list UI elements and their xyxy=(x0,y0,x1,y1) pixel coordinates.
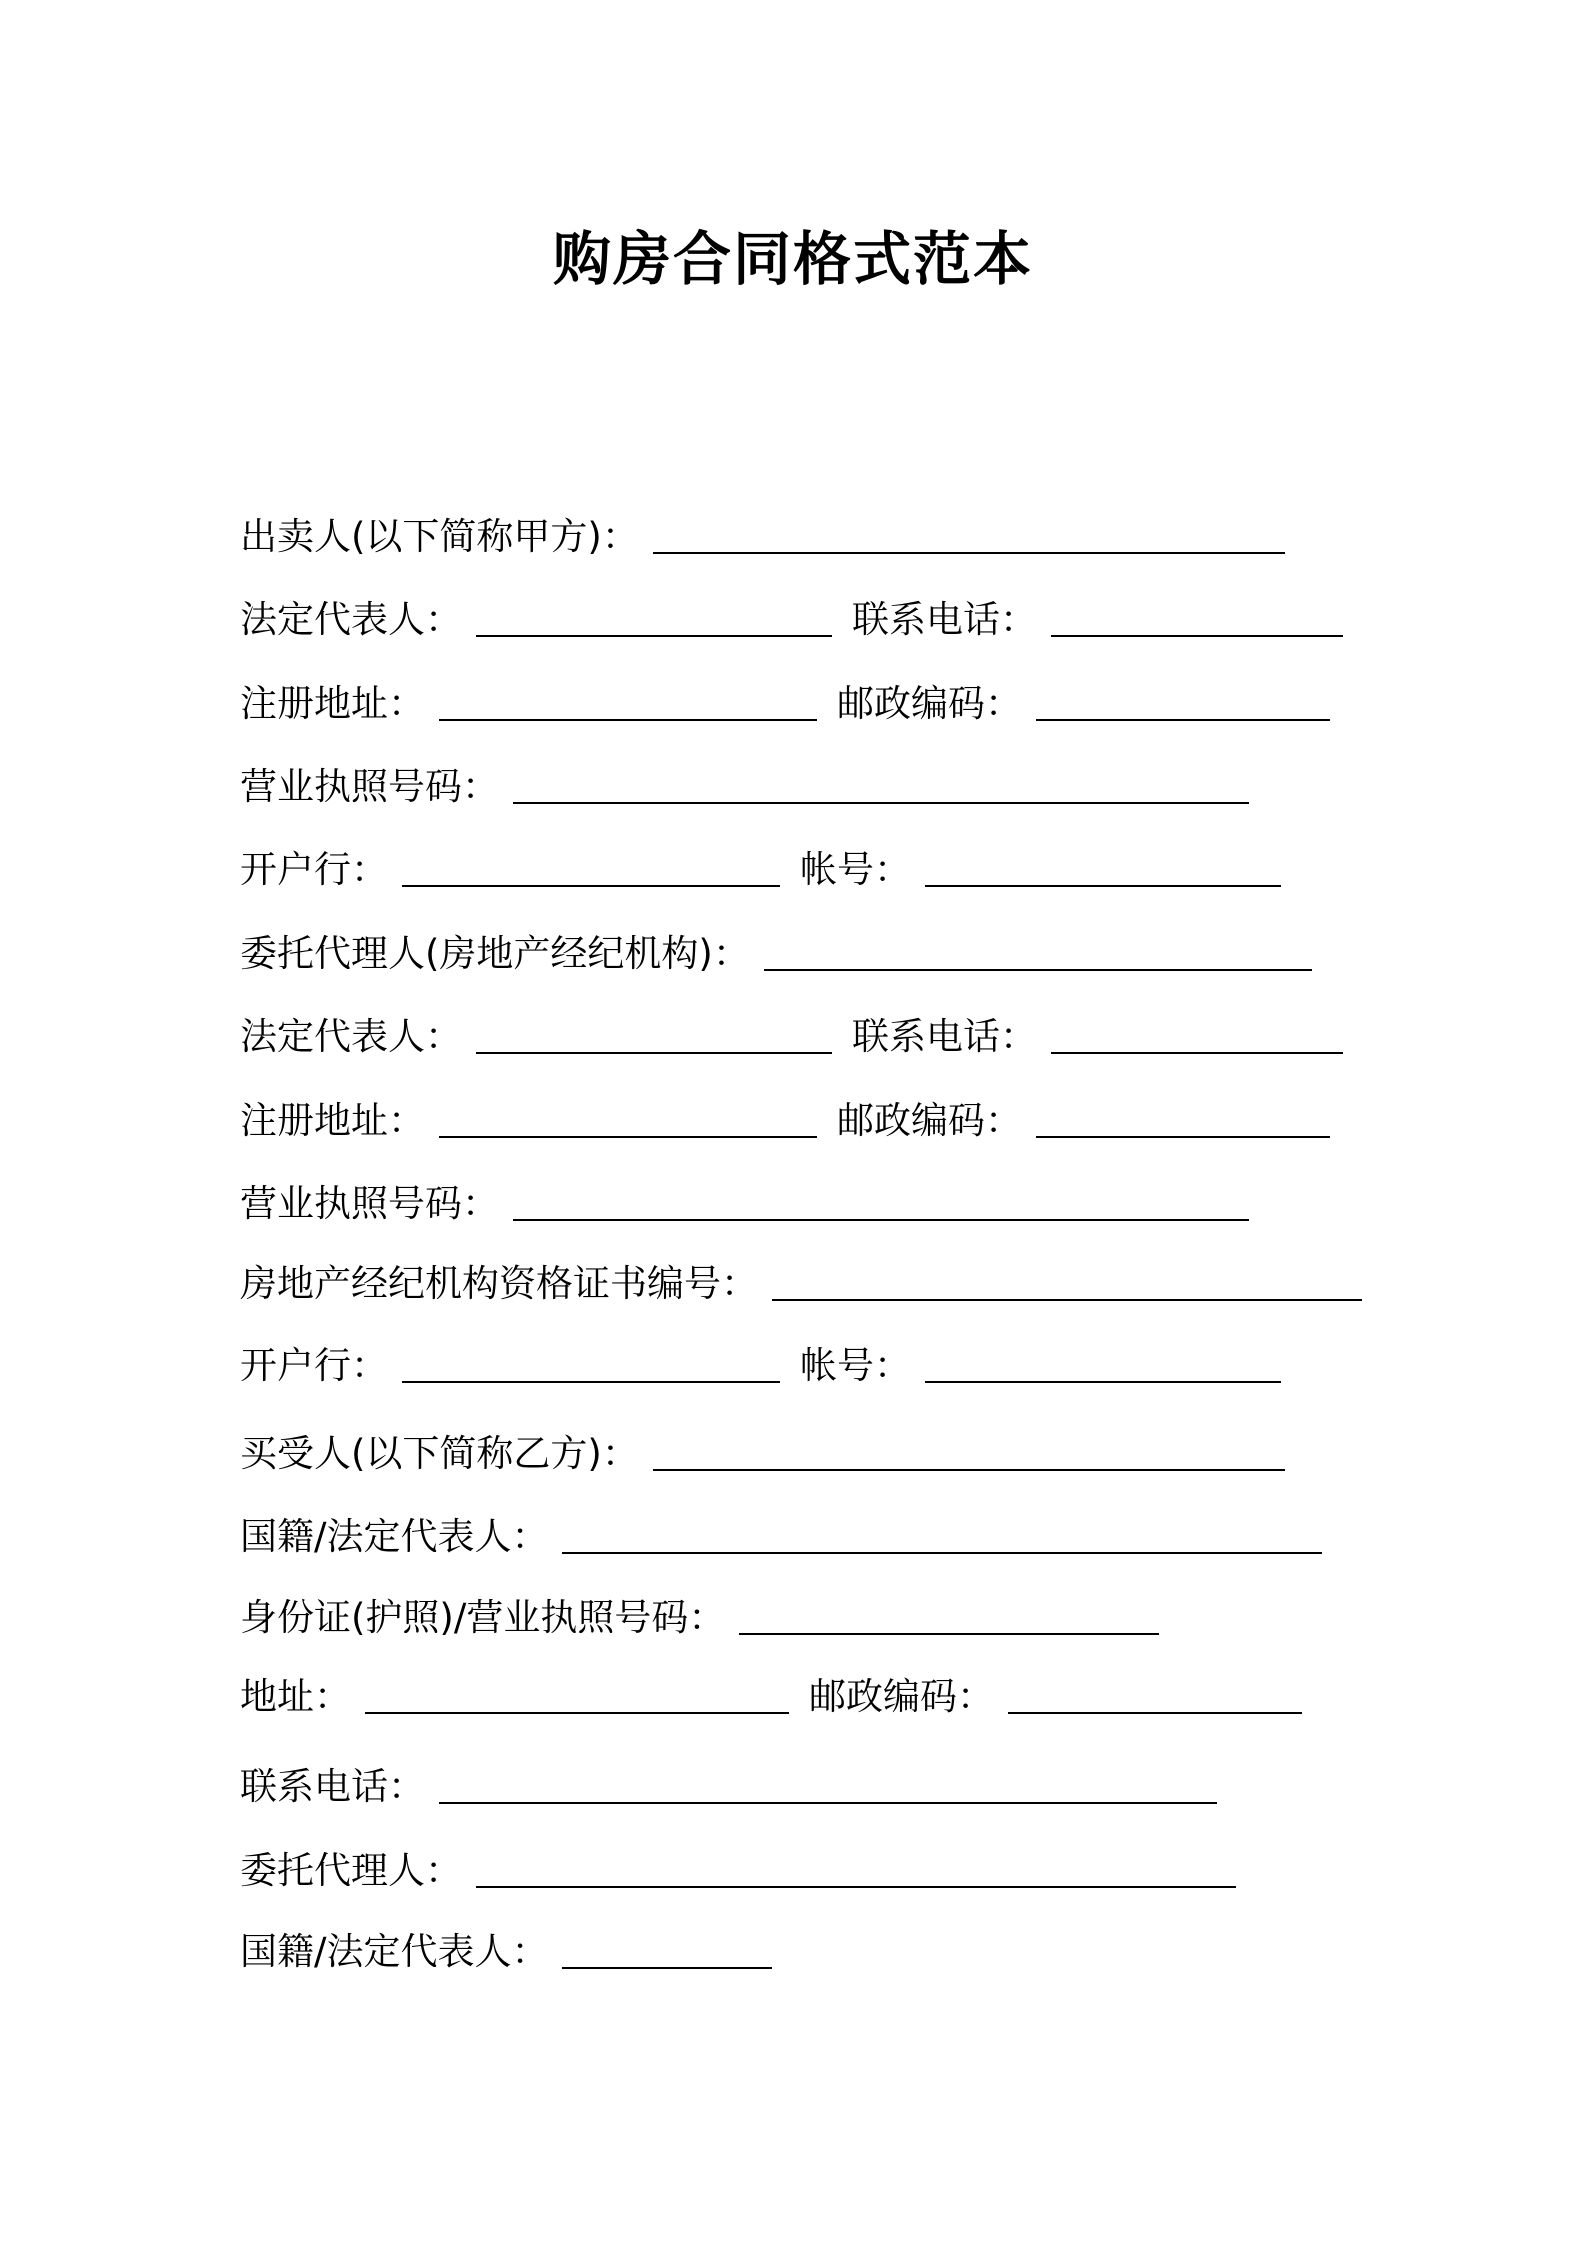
phone-field[interactable] xyxy=(439,1762,1217,1804)
license-label: 营业执照号码： xyxy=(240,765,499,808)
buyer-agent-nationality-row xyxy=(240,1915,772,1975)
phone-field[interactable] xyxy=(1051,595,1343,637)
postcode-label: 邮政编码： xyxy=(837,682,1022,725)
seller-license-row xyxy=(240,750,1249,810)
bank-label: 开户行： xyxy=(240,1344,388,1387)
buyer-address-row xyxy=(240,1660,1302,1720)
buyer-agent-label: 委托代理人： xyxy=(240,1849,462,1892)
seller-address-row xyxy=(240,667,1330,727)
postcode-field[interactable] xyxy=(1036,679,1330,721)
account-field[interactable] xyxy=(925,845,1281,887)
agent-license-row xyxy=(240,1167,1249,1227)
phone-label: 联系电话： xyxy=(852,598,1037,641)
buyer-agent-row xyxy=(240,1834,1236,1894)
account-label: 帐号： xyxy=(800,848,911,891)
address-field[interactable] xyxy=(439,679,817,721)
seller-field[interactable] xyxy=(653,512,1285,554)
phone-label: 联系电话： xyxy=(240,1765,425,1808)
id-label: 身份证(护照)/营业执照号码： xyxy=(240,1596,726,1639)
id-field[interactable] xyxy=(739,1593,1159,1635)
address-label: 地址： xyxy=(240,1675,351,1718)
legal-rep-label: 法定代表人： xyxy=(240,598,462,641)
buyer-agent-field[interactable] xyxy=(476,1846,1236,1888)
postcode-field[interactable] xyxy=(1008,1672,1302,1714)
nationality-label: 国籍/法定代表人： xyxy=(240,1930,549,1973)
legal-rep-label: 法定代表人： xyxy=(240,1015,462,1058)
postcode-label: 邮政编码： xyxy=(809,1675,994,1718)
buyer-id-row xyxy=(240,1581,1159,1641)
license-field[interactable] xyxy=(513,1179,1249,1221)
buyer-nationality-row xyxy=(240,1500,1322,1560)
seller-legal-rep-row xyxy=(240,583,1343,643)
license-label: 营业执照号码： xyxy=(240,1182,499,1225)
agent-label: 委托代理人(房地产经纪机构)： xyxy=(240,932,750,975)
address-label: 注册地址： xyxy=(240,682,425,725)
buyer-field[interactable] xyxy=(653,1429,1285,1471)
nationality-field[interactable] xyxy=(562,1512,1322,1554)
seller-row xyxy=(240,500,1285,560)
phone-label: 联系电话： xyxy=(852,1015,1037,1058)
legal-rep-field[interactable] xyxy=(476,595,832,637)
phone-field[interactable] xyxy=(1051,1012,1343,1054)
agent-address-row xyxy=(240,1084,1330,1144)
agent-certificate-row xyxy=(240,1247,1362,1307)
bank-field[interactable] xyxy=(402,1341,780,1383)
postcode-field[interactable] xyxy=(1036,1096,1330,1138)
address-field[interactable] xyxy=(365,1672,789,1714)
nationality-field[interactable] xyxy=(562,1927,772,1969)
bank-field[interactable] xyxy=(402,845,780,887)
bank-label: 开户行： xyxy=(240,848,388,891)
nationality-label: 国籍/法定代表人： xyxy=(240,1515,549,1558)
buyer-row xyxy=(240,1417,1285,1477)
certificate-field[interactable] xyxy=(772,1259,1362,1301)
license-field[interactable] xyxy=(513,762,1249,804)
seller-label: 出卖人(以下简称甲方)： xyxy=(240,515,639,558)
agent-row xyxy=(240,917,1312,977)
agent-legal-rep-row xyxy=(240,1000,1343,1060)
document-title: 购房合同格式范本 xyxy=(552,225,1033,293)
legal-rep-field[interactable] xyxy=(476,1012,832,1054)
agent-bank-row xyxy=(240,1329,1281,1389)
postcode-label: 邮政编码： xyxy=(837,1099,1022,1142)
account-label: 帐号： xyxy=(800,1344,911,1387)
account-field[interactable] xyxy=(925,1341,1281,1383)
agent-field[interactable] xyxy=(764,929,1312,971)
buyer-phone-row xyxy=(240,1750,1217,1810)
seller-bank-row xyxy=(240,833,1281,893)
buyer-label: 买受人(以下简称乙方)： xyxy=(240,1432,639,1475)
address-label: 注册地址： xyxy=(240,1099,425,1142)
certificate-label: 房地产经纪机构资格证书编号： xyxy=(240,1262,758,1305)
address-field[interactable] xyxy=(439,1096,817,1138)
